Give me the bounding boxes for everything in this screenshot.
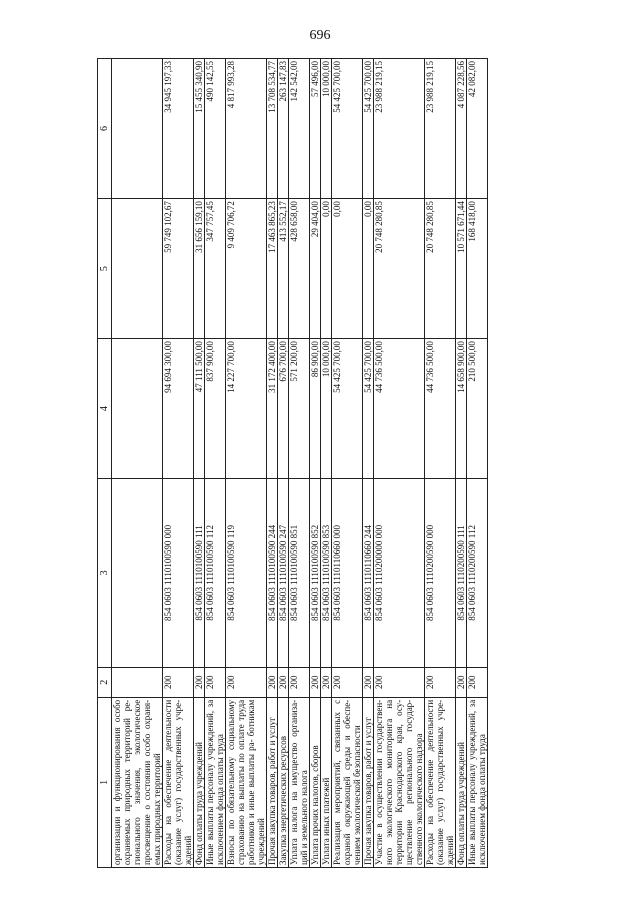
row-rest: 54 425 700,00 bbox=[363, 59, 374, 199]
table-row bbox=[310, 59, 321, 868]
row-fact: 0,00 bbox=[332, 199, 363, 339]
row-rest: 490 142,55 bbox=[205, 59, 226, 199]
row-plan: 210 500,00 bbox=[467, 339, 488, 479]
row-fact: 59 749 102,67 bbox=[163, 199, 194, 339]
table-row bbox=[112, 59, 163, 868]
row-name: Участие в осуществлении государствен- ного экологического мониторинга на территории Краснодарского края, осу- ществление регионального государ- ственного экологического надзора bbox=[374, 697, 425, 867]
table-row bbox=[456, 59, 467, 868]
row-plan: 44 736 500,00 bbox=[425, 339, 456, 479]
row-kbk: 854 0603 1110100590 247 bbox=[278, 479, 289, 668]
row-fact: 413 552,17 bbox=[278, 199, 289, 339]
row-name: Реализация мероприятий, связанных с охраной окружающей среды и обеспе- чением экологической безопасности bbox=[332, 697, 363, 867]
row-name: Закупка энергетических ресурсов bbox=[278, 697, 289, 867]
table-row bbox=[267, 59, 278, 868]
row-kbk: 854 0603 1110200590 111 bbox=[456, 479, 467, 668]
row-code: 200 bbox=[467, 667, 488, 697]
row-rest: 15 455 340,90 bbox=[194, 59, 205, 199]
row-name: Иные выплаты персоналу учреждений, за исключением фонда оплаты труда bbox=[205, 697, 226, 867]
row-kbk: 854 0603 1110200000 000 bbox=[374, 479, 425, 668]
row-name: Уплата прочих налогов, сборов bbox=[310, 697, 321, 867]
row-code: 200 bbox=[456, 667, 467, 697]
row-rest: 42 082,00 bbox=[467, 59, 488, 199]
row-rest: 142 542,00 bbox=[289, 59, 310, 199]
header-col-6: 6 bbox=[98, 59, 112, 199]
row-plan: 54 425 700,00 bbox=[332, 339, 363, 479]
row-plan: 837 900,00 bbox=[205, 339, 226, 479]
row-name: Расходы на обеспечение деятельности (оказание услуг) государственных учре- ждений bbox=[425, 697, 456, 867]
table-row bbox=[205, 59, 226, 868]
row-fact: 347 757,45 bbox=[205, 199, 226, 339]
row-code: 200 bbox=[363, 667, 374, 697]
row-rest: 4 817 993,28 bbox=[226, 59, 267, 199]
row-plan: 44 736 500,00 bbox=[374, 339, 425, 479]
row-code: 200 bbox=[321, 667, 332, 697]
row-kbk: 854 0603 1110100590 119 bbox=[226, 479, 267, 668]
row-fact: 20 748 280,85 bbox=[425, 199, 456, 339]
row-kbk: 854 0603 1110100590 853 bbox=[321, 479, 332, 668]
page-number: 696 bbox=[309, 28, 331, 43]
row-rest: 263 147,83 bbox=[278, 59, 289, 199]
row-fact bbox=[112, 199, 163, 339]
table-row bbox=[194, 59, 205, 868]
table-header bbox=[98, 59, 112, 868]
row-code: 200 bbox=[205, 667, 226, 697]
row-name: Иные выплаты персоналу учреждений, за исключением фонда оплаты труда bbox=[467, 697, 488, 867]
row-name: Расходы на обеспечение деятельности (оказание услуг) государственных учре- ждений bbox=[163, 697, 194, 867]
row-code: 200 bbox=[374, 667, 425, 697]
row-kbk: 854 0603 1110100590 112 bbox=[205, 479, 226, 668]
row-plan bbox=[112, 339, 163, 479]
row-fact: 428 658,00 bbox=[289, 199, 310, 339]
row-kbk: 854 0603 1110100590 852 bbox=[310, 479, 321, 668]
row-name: Прочая закупка товаров, работ и услуг bbox=[267, 697, 278, 867]
row-fact: 31 656 159,10 bbox=[194, 199, 205, 339]
row-plan: 571 200,00 bbox=[289, 339, 310, 479]
header-col-5: 5 bbox=[98, 199, 112, 339]
table-row bbox=[332, 59, 363, 868]
row-rest: 57 496,00 bbox=[310, 59, 321, 199]
row-kbk: 854 0603 1110100590 244 bbox=[267, 479, 278, 668]
row-rest: 23 988 219,15 bbox=[374, 59, 425, 199]
row-kbk: 854 0603 1110110660 000 bbox=[332, 479, 363, 668]
table-row bbox=[278, 59, 289, 868]
header-col-1: 1 bbox=[98, 697, 112, 867]
row-name: Уплата иных платежей bbox=[321, 697, 332, 867]
row-name: организации и функционирования особо охраняемых природных территорий ре- гионального значения, экологическое просвещение о состоянии особо охраня- емых природных территорий bbox=[112, 697, 163, 867]
row-kbk: 854 0603 1110200590 000 bbox=[425, 479, 456, 668]
rotated-table-container bbox=[97, 58, 487, 868]
row-plan: 10 000,00 bbox=[321, 339, 332, 479]
header-row bbox=[98, 59, 112, 868]
row-fact: 0,00 bbox=[363, 199, 374, 339]
row-code: 200 bbox=[310, 667, 321, 697]
row-code: 200 bbox=[289, 667, 310, 697]
row-kbk: 854 0603 1110110660 244 bbox=[363, 479, 374, 668]
row-kbk bbox=[112, 479, 163, 668]
row-name: Фонд оплаты труда учреждений bbox=[456, 697, 467, 867]
row-name: Уплата налога на имущество организа- ций и земельного налога bbox=[289, 697, 310, 867]
row-code: 200 bbox=[425, 667, 456, 697]
row-rest bbox=[112, 59, 163, 199]
row-rest: 4 087 228,56 bbox=[456, 59, 467, 199]
row-fact: 17 463 865,23 bbox=[267, 199, 278, 339]
table-row bbox=[467, 59, 488, 868]
row-kbk: 854 0603 1110100590 851 bbox=[289, 479, 310, 668]
row-code: 200 bbox=[163, 667, 194, 697]
row-plan: 47 111 500,00 bbox=[194, 339, 205, 479]
row-kbk: 854 0603 1110200590 112 bbox=[467, 479, 488, 668]
row-kbk: 854 0603 1110100590 111 bbox=[194, 479, 205, 668]
row-plan: 86 900,00 bbox=[310, 339, 321, 479]
row-fact: 0,00 bbox=[321, 199, 332, 339]
table-row bbox=[289, 59, 310, 868]
row-plan: 54 425 700,00 bbox=[363, 339, 374, 479]
table-row bbox=[163, 59, 194, 868]
row-fact: 29 404,00 bbox=[310, 199, 321, 339]
row-code: 200 bbox=[278, 667, 289, 697]
table-row bbox=[363, 59, 374, 868]
row-rest: 34 945 197,33 bbox=[163, 59, 194, 199]
row-name: Взносы по обязательному социальному страхованию на выплаты по оплате труда работников и иные выплаты ра- ботникам учреждений bbox=[226, 697, 267, 867]
row-code: 200 bbox=[267, 667, 278, 697]
table-row bbox=[321, 59, 332, 868]
budget-table bbox=[97, 58, 488, 868]
row-name: Фонд оплаты труда учреждений bbox=[194, 697, 205, 867]
row-code: 200 bbox=[226, 667, 267, 697]
table-body bbox=[112, 59, 488, 868]
row-code bbox=[112, 667, 163, 697]
row-plan: 676 700,00 bbox=[278, 339, 289, 479]
header-col-4: 4 bbox=[98, 339, 112, 479]
table-row bbox=[226, 59, 267, 868]
row-fact: 10 571 671,44 bbox=[456, 199, 467, 339]
row-code: 200 bbox=[332, 667, 363, 697]
table-row bbox=[425, 59, 456, 868]
row-rest: 23 988 219,15 bbox=[425, 59, 456, 199]
row-code: 200 bbox=[194, 667, 205, 697]
row-plan: 94 694 300,00 bbox=[163, 339, 194, 479]
row-plan: 14 658 900,00 bbox=[456, 339, 467, 479]
row-plan: 31 172 400,00 bbox=[267, 339, 278, 479]
row-name: Прочая закупка товаров, работ и услуг bbox=[363, 697, 374, 867]
row-rest: 10 000,00 bbox=[321, 59, 332, 199]
row-rest: 54 425 700,00 bbox=[332, 59, 363, 199]
row-kbk: 854 0603 1110100590 000 bbox=[163, 479, 194, 668]
row-rest: 13 708 534,77 bbox=[267, 59, 278, 199]
table-row bbox=[374, 59, 425, 868]
header-col-2: 2 bbox=[98, 667, 112, 697]
row-fact: 20 748 280,85 bbox=[374, 199, 425, 339]
row-plan: 14 227 700,00 bbox=[226, 339, 267, 479]
header-col-3: 3 bbox=[98, 479, 112, 668]
row-fact: 9 409 706,72 bbox=[226, 199, 267, 339]
row-fact: 168 418,00 bbox=[467, 199, 488, 339]
